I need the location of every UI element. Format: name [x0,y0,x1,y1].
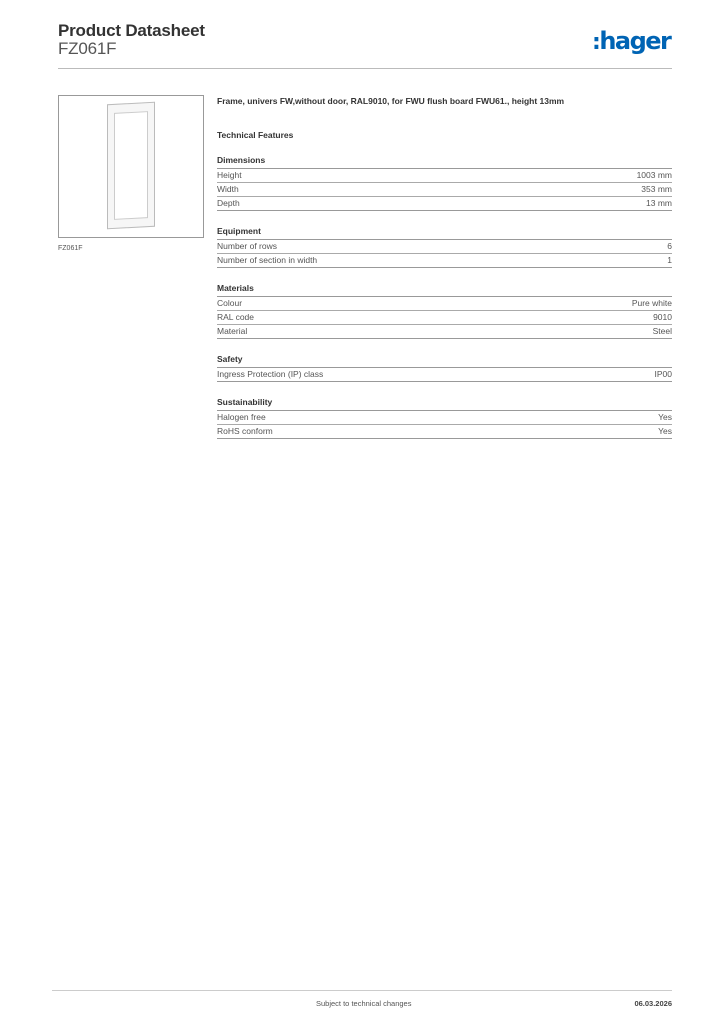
section-title: Safety [217,354,672,368]
section-dimensions [217,155,672,211]
row-value: Steel [652,326,672,336]
row-label: Colour [217,298,243,308]
row-value: 13 mm [646,198,672,208]
image-caption: FZ061F [58,245,83,252]
section-title: Materials [217,283,672,297]
row-value: 9010 [653,312,672,322]
section-title: Equipment [217,226,672,240]
table-row [217,240,672,254]
section-safety [217,354,672,382]
table-row [217,169,672,183]
row-label: Width [217,184,239,194]
row-value: 353 mm [641,184,672,194]
row-label: Height [217,170,242,180]
row-label: Number of rows [217,241,277,251]
section-sustainability [217,397,672,439]
product-code: FZ061F [58,39,117,58]
row-label: Depth [217,198,240,208]
row-value: 1 [667,255,672,265]
product-image [58,95,204,238]
frame-opening [114,111,148,220]
table-row [217,183,672,197]
row-label: Material [217,326,248,336]
page-title: Product Datasheet [58,21,205,40]
header-divider [58,68,672,69]
row-label: RoHS conform [217,426,273,436]
logo-text: hager [599,27,671,55]
row-value: Pure white [631,298,672,308]
frame-illustration-icon [107,102,155,230]
technical-features-heading: Technical Features [217,130,294,140]
table-row [217,311,672,325]
table-row [217,297,672,311]
row-value: Yes [658,412,672,422]
product-description: Frame, univers FW,without door, RAL9010, for FWU flush board FWU61., height 13mm [217,96,565,106]
datasheet-content [217,96,672,439]
row-label: Number of section in width [217,255,318,265]
section-materials [217,283,672,339]
footer-divider [52,990,672,991]
row-label: Halogen free [217,412,266,422]
row-label: Ingress Protection (IP) class [217,369,324,379]
table-row [217,425,672,439]
table-row [217,325,672,339]
table-row [217,368,672,382]
section-equipment [217,226,672,268]
section-title: Dimensions [217,155,672,169]
row-value: 6 [667,241,672,251]
table-row [217,197,672,211]
logo-dots-icon: : [592,30,600,55]
row-value: 1003 mm [636,170,672,180]
brand-logo [592,27,670,55]
footer-date: 06.03.2026 [634,999,672,1008]
row-value: Yes [658,426,672,436]
footer-note: Subject to technical changes [316,999,412,1008]
section-title: Sustainability [217,397,672,411]
table-row [217,411,672,425]
row-value: IP00 [654,369,672,379]
table-row [217,254,672,268]
row-label: RAL code [217,312,255,322]
